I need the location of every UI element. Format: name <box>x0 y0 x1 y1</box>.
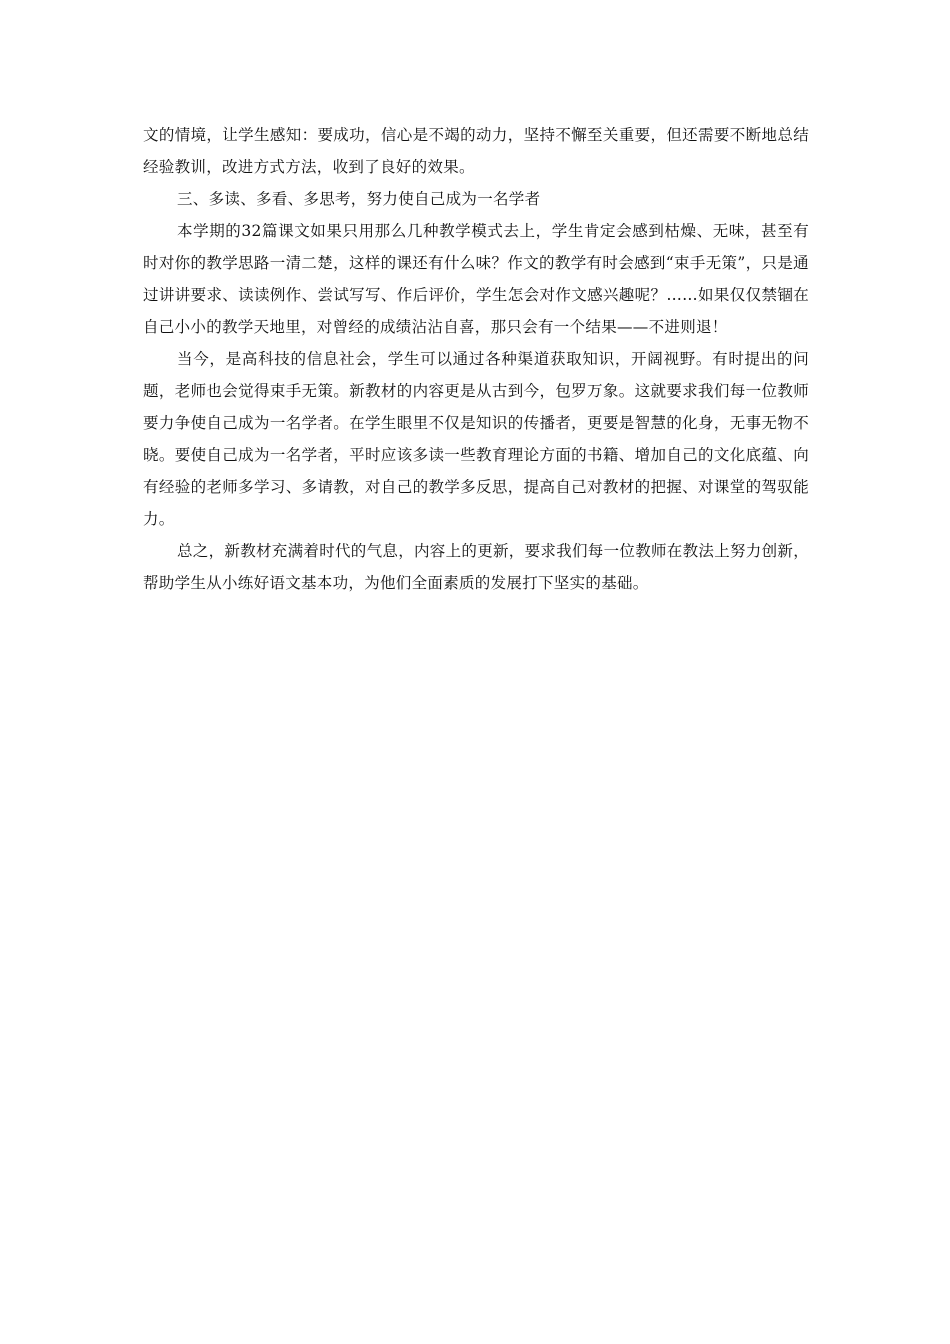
document-body <box>143 119 809 599</box>
section-heading: 三、多读、多看、多思考，努力使自己成为一名学者 <box>177 190 541 208</box>
paragraph-continuation: 文的情境，让学生感知：要成功，信心是不竭的动力，坚持不懈至关重要，但还需要不断地总结经验教训，改进方式方法，收到了良好的效果。 <box>143 126 809 176</box>
paragraph-information-society: 当今，是高科技的信息社会，学生可以通过各种渠道获取知识，开阔视野。有时提出的问题，老师也会觉得束手无策。新教材的内容更是从古到今，包罗万象。这就要求我们每一位教师要力争使自己成为一名学者。在学生眼里不仅是知识的传播者，更要是智慧的化身，无事无物不晓。要使自己成为一名学者，平时应该多读一些教育理论方面的书籍、增加自己的文化底蕴、向有经验的老师多学习、多请教，对自己的教学多反思，提高自己对教材的把握、对课堂的驾驭能力。 <box>143 350 809 528</box>
paragraph-conclusion: 总之，新教材充满着时代的气息，内容上的更新，要求我们每一位教师在教法上努力创新，帮助学生从小练好语文基本功，为他们全面素质的发展打下坚实的基础。 <box>143 542 810 592</box>
paragraph-teaching-modes: 本学期的32篇课文如果只用那么几种教学模式去上，学生肯定会感到枯燥、无味，甚至有时对你的教学思路一清二楚，这样的课还有什么味？作文的教学有时会感到“束手无策”，只是通过讲讲要求、读读例作、尝试写写、作后评价，学生怎会对作文感兴趣呢？……如果仅仅禁锢在自己小小的教学天地里，对曾经的成绩沾沾自喜，那只会有一个结果——不进则退！ <box>143 222 809 336</box>
